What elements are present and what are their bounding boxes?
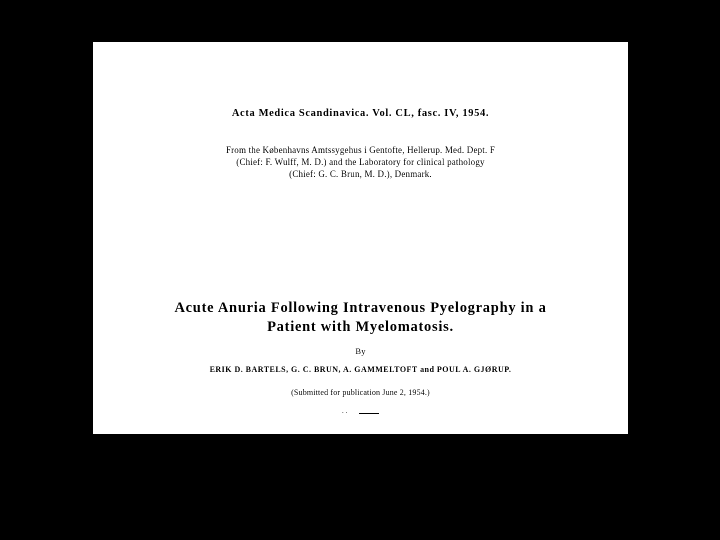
article-title: Patient with Myelomatosis. — [267, 319, 454, 335]
document-page — [93, 42, 628, 434]
author-list: ERIK D. BARTELS, G. C. BRUN, A. GAMMELTOFT and POUL A. GJØRUP. — [209, 365, 512, 374]
separator-rule — [359, 413, 379, 414]
affiliation-line: (Chief: G. C. Brun, M. D.), Denmark. — [289, 169, 432, 179]
article-title: Acute Anuria Following Intravenous Pyelography in a — [174, 300, 547, 316]
by-label: By — [355, 346, 366, 356]
affiliation-line: From the Københavns Amtssygehus i Gentofte, Hellerup. Med. Dept. F — [225, 145, 496, 155]
affiliation-line: (Chief: F. Wulff, M. D.) and the Laboratory for clinical pathology — [236, 157, 485, 167]
submission-note: (Submitted for publication June 2, 1954.) — [291, 388, 430, 397]
journal-citation: Acta Medica Scandinavica. Vol. CL, fasc. IV, 1954. — [231, 108, 490, 119]
separator-dots: . . — [342, 407, 348, 415]
